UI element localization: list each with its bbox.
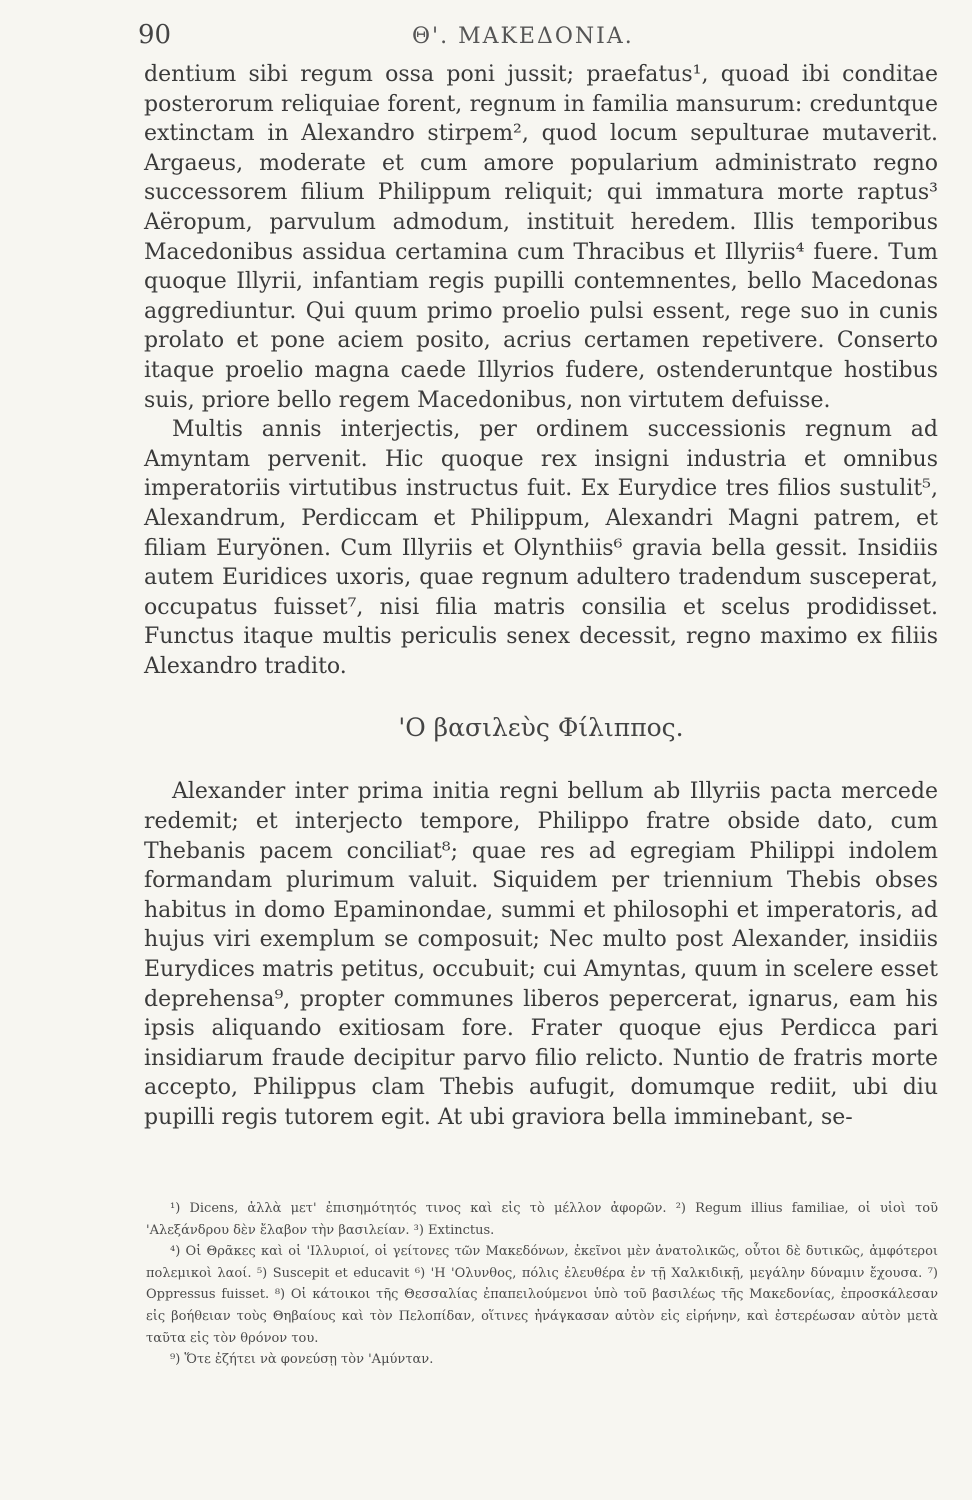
section-heading: 'Ο βασιλεὺς Φίλιππος. bbox=[398, 713, 684, 743]
paragraph-3: Alexander inter prima initia regni bellum ab Illyriis pacta mercede redemit; et interjecto tempore, Philippo fratre obside dato, cum Thebanis pacem conciliat⁸; quae res ad egregiam Philippi indolem formandam plurimum valuit. Siquidem per triennium Thebis obses habitus in domo Epaminondae, summi et philosophi et imperatoris, ad hujus viri exemplum se composuit; Nec multo post Alexander, insidiis Eurydices matris petitus, occubuit; cui Amyntas, quum in scelere esset deprehensa⁹, propter communes liberos pepercerat, ignarus, eam his ipsis aliquando exitiosam fore. Frater quoque ejus Perdicca pari insidiarum fraude decipitur parvo filio relicto. Nuntio de fratris morte accepto, Philippus clam Thebis aufugit, domumque rediit, ubi diu pupilli regis tutorem egit. At ubi graviora bella imminebant, se- bbox=[144, 779, 938, 1130]
footnote-group-3: ⁹) Ὅτε ἐζήτει νὰ φονεύσῃ τὸν 'Αμύνταν. bbox=[170, 1352, 434, 1368]
page-header bbox=[138, 20, 936, 56]
main-text bbox=[144, 60, 938, 1133]
paragraph-1: dentium sibi regum ossa poni jussit; praefatus¹, quoad ibi conditae posterorum reliquiae forent, regnum in familia mansurum: creduntque extinctam in Alexandro stirpem², quod locum sepulturae mutaverit. Argaeus, moderate et cum amore popularium administrato regno successorem filium Philippum reliquit; qui immatura morte raptus³ Aëropum, parvulum admodum, instituit heredem. Illis temporibus Macedonibus assidua certamina cum Thracibus et Illyriis⁴ fuere. Tum quoque Illyrii, infantiam regis pupilli contemnentes, bello Macedonas aggrediuntur. Qui quum primo proelio pulsi essent, rege suo in cunis prolato et pone aciem posito, acrius certamen repetivere. Conserto itaque proelio magna caede Illyrios fudere, ostenderuntque hostibus suis, priore bello regem Macedonibus, non virtutem defuisse. bbox=[144, 62, 938, 413]
footnote-group-1: ¹) Dicens, ἀλλὰ μετ' ἐπισημότητός τινος καὶ εἰς τὸ μέλλον ἀφορῶν. ²) Regum illius familiae, οἱ υἱοὶ τοῦ 'Αλεξάνδρου δὲν ἔλαβον τὴν βασιλείαν. ³) Extinctus. bbox=[146, 1201, 938, 1238]
paragraph-2: Multis annis interjectis, per ordinem successionis regnum ad Amyntam pervenit. Hic quoque rex insigni industria et omnibus imperatoriis virtutibus instructus fuit. Ex Eurydice tres filios sustulit⁵, Alexandrum, Perdiccam et Philippum, Alexandri Magni patrem, et filiam Euryönen. Cum Illyriis et Olynthiis⁶ gravia bella gessit. Insidiis autem Euridices uxoris, quae regnum adultero tradendum susceperat, occupatus fuisset⁷, nisi filia matris consilia et scelus prodidisset. Functus itaque multis periculis senex decessit, regno maximo ex filiis Alexandro tradito. bbox=[144, 417, 938, 679]
footnotes bbox=[146, 1198, 938, 1371]
running-head: Θ'. ΜΑΚΕΔΟΝΙΑ. bbox=[412, 24, 634, 49]
page-number: 90 bbox=[138, 20, 172, 50]
footnote-group-2: ⁴) Οἱ Θρᾶκες καὶ οἱ 'Ιλλυριοί, οἱ γείτονες τῶν Μακεδόνων, ἐκεῖνοι μὲν ἀνατολικῶς, οὗτοι δὲ δυτικῶς, ἀμφότεροι πολεμικοὶ λαοί. ⁵) Suscepit et educavit ⁶) 'Η 'Ολυνθος, πόλις ἐλευθέρα ἐν τῇ Χαλκιδικῇ, μεγάλην δύναμιν ἔχουσα. ⁷) Oppressus fuisset. ⁸) Οἱ κάτοικοι τῆς Θεσσαλίας ἐπαπειλούμενοι ὑπὸ τοῦ βασιλέως τῆς Μακεδονίας, ἐπροσκάλεσαν εἰς βοήθειαν τοὺς Θηβαίους καὶ τὸν Πελοπίδαν, οἵτινες ἠνάγκασαν αὐτὸν εἰς εἰρήνην, καὶ ἐστερέωσαν αὐτὸν μετὰ ταῦτα εἰς τὸν θρόνον του. bbox=[146, 1244, 938, 1346]
